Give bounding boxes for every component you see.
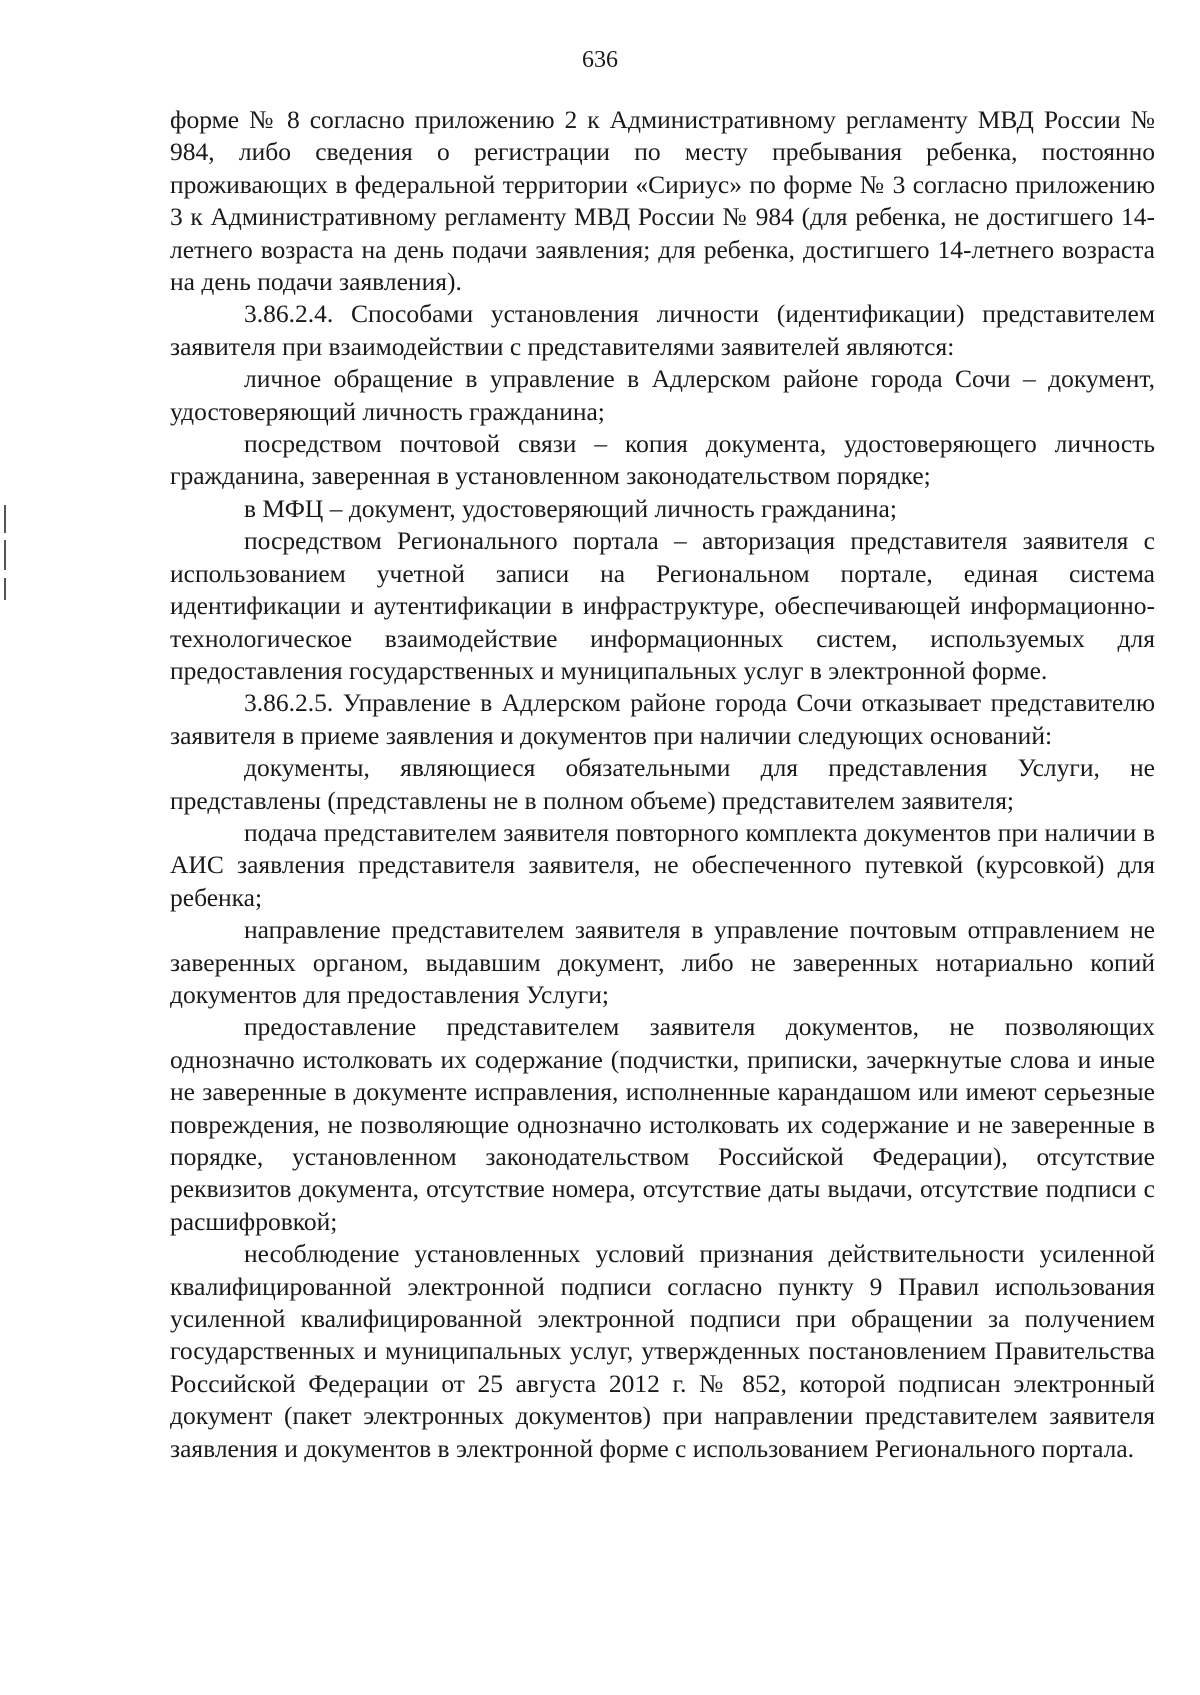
paragraph-9: подача представителем заявителя повторного комплекта документов при наличии в АИС заявления представителя заявителя, не обеспеченного путевкой (курсовкой) для ребенка; [170,817,1155,912]
scan-mark [4,540,6,570]
paragraph-10: направление представителем заявителя в управление почтовым отправлением не заверенных органом, выдавшим документ, либо не заверенных нотариально копий документов для предоставления Услуги; [170,915,1155,1009]
document-body [170,104,1155,1465]
paragraph-5: в МФЦ – документ, удостоверяющий личность гражданина; [244,493,897,523]
paragraph-7: 3.86.2.5. Управление в Адлерском районе города Сочи отказывает представителю заявителя в приеме заявления и документов при наличии следующих оснований: [170,688,1155,750]
page-number: 636 [582,47,618,73]
paragraph-1: форме № 8 согласно приложению 2 к Административному регламенту МВД России № 984, либо сведения о регистрации по месту пребывания ребенка, постоянно проживающих в федеральной территории «Сириус» по форме № 3 согласно приложению 3 к Административному регламенту МВД России № 984 (для ребенка, не достигшего 14-летнего возраста на день подачи заявления; для ребенка, достигшего 14-летнего возраста на день подачи заявления). [170,105,1155,297]
paragraph-8: документы, являющиеся обязательными для представления Услуги, не представлены (представлены не в полном объеме) представителем заявителя; [170,753,1155,815]
paragraph-12: несоблюдение установленных условий признания действительности усиленной квалифицированной электронной подписи согласно пункту 9 Правил использования усиленной квалифицированной электронной подписи при обращении за получением государственных и муниципальных услуг, утвержденных постановлением Правительства Российской Федерации от 25 августа 2012 г. № 852, которой подписан электронный документ (пакет электронных документов) при направлении представителем заявителя заявления и документов в электронной форме с использованием Регионального портала. [170,1239,1155,1463]
paragraph-2: 3.86.2.4. Способами установления личности (идентификации) представителем заявителя при взаимодействии с представителями заявителей являются: [170,299,1155,361]
paragraph-6: посредством Регионального портала – авторизация представителя заявителя с использованием учетной записи на Региональном портале, единая система идентификации и аутентификации в инфраструктуре, обеспечивающей информационно-технологическое взаимодействие информационных систем, используемых для предоставления государственных и муниципальных услуг в электронной форме. [170,526,1155,685]
scan-mark [4,505,6,533]
paragraph-11: предоставление представителем заявителя документов, не позволяющих однозначно истолковать их содержание (подчистки, приписки, зачеркнутые слова и иные не заверенные в документе исправления, исполненные карандашом или имеют серьезные повреждения, не позволяющие однозначно истолковать их содержание и не заверенные в порядке, установленном законодательством Российской Федерации), отсутствие реквизитов документа, отсутствие номера, отсутствие даты выдачи, отсутствие подписи с расшифровкой; [170,1012,1155,1236]
scan-mark [4,578,6,600]
paragraph-4: посредством почтовой связи – копия документа, удостоверяющего личность гражданина, заверенная в установленном законодательством порядке; [170,429,1155,491]
paragraph-3: личное обращение в управление в Адлерском районе города Сочи – документ, удостоверяющий личность гражданина; [170,364,1155,426]
scan-margin-marks [0,0,20,1695]
